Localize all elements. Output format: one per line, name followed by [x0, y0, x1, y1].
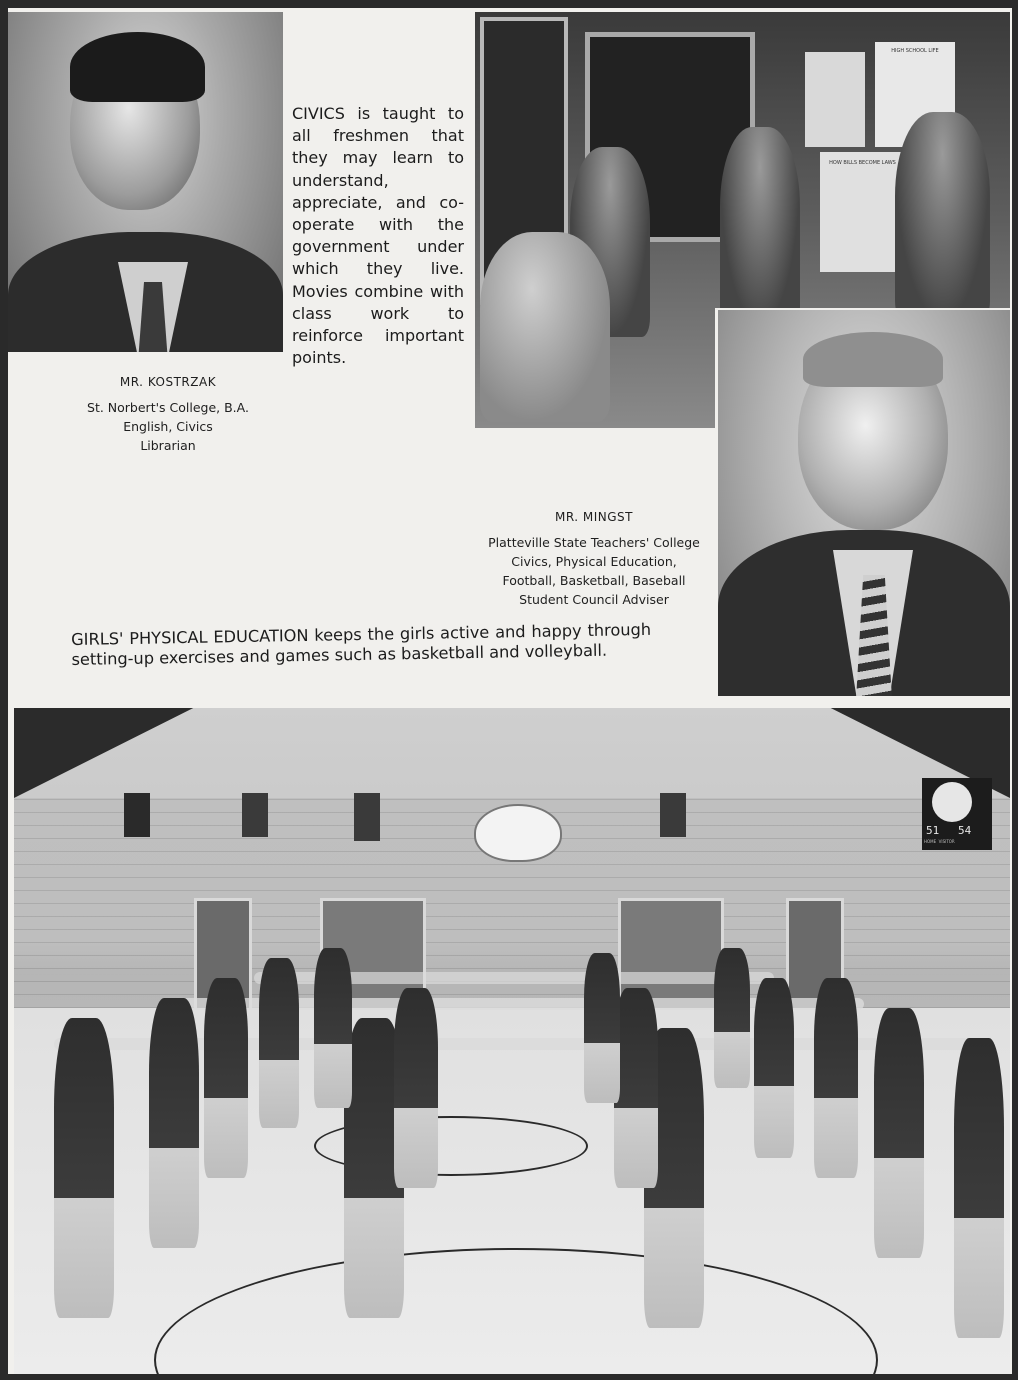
civics-caption: CIVICS is taught to all freshmen that they may learn to understand, appreciate, and co-operate with the government under which they live. Movies combine with class work to reinforce important points.: [292, 104, 464, 368]
mingst-portrait-photo: [718, 310, 1010, 696]
student-exercising: [584, 953, 620, 1103]
gym-clock: [932, 782, 972, 822]
student-exercising: [149, 998, 199, 1248]
mingst-hair: [803, 332, 943, 387]
student-exercising: [754, 978, 794, 1158]
student-seated: [480, 232, 610, 422]
student-exercising: [54, 1018, 114, 1318]
mingst-bio: [476, 508, 712, 609]
score-label: HOME VISITOR: [924, 839, 955, 844]
mingst-subjects: Civics, Physical Education,: [511, 554, 677, 569]
mingst-name: MR. MINGST: [554, 510, 633, 524]
student-exercising: [314, 948, 352, 1108]
gym-wall-banner: [242, 793, 268, 837]
student-exercising: [954, 1038, 1004, 1338]
kostrzak-name: MR. KOSTRZAK: [119, 375, 217, 389]
student-exercising: [714, 948, 750, 1088]
gym-wall-banner: [660, 793, 686, 837]
student-standing-3: [895, 112, 990, 322]
gym-roof: [14, 708, 1010, 798]
classroom-poster-bills: [820, 152, 905, 272]
student-standing-2: [720, 127, 800, 327]
student-exercising: [204, 978, 248, 1178]
poster-title-bills: HOW BILLS BECOME LAWS: [829, 160, 896, 166]
gym-wall-banner: [124, 793, 150, 837]
basketball-backboard: [474, 804, 562, 862]
student-exercising: [259, 958, 299, 1128]
student-exercising: [874, 1008, 924, 1258]
kostrzak-role: Librarian: [140, 438, 196, 453]
mingst-role: Student Council Adviser: [519, 592, 669, 607]
poster-title: HIGH SCHOOL LIFE: [891, 48, 939, 54]
gym-wall-banner: [354, 793, 380, 841]
student-exercising: [394, 988, 438, 1188]
classroom-poster: [805, 52, 865, 147]
yearbook-page: [8, 8, 1012, 1374]
kostrzak-bio: [48, 373, 288, 455]
kostrzak-subjects: English, Civics: [123, 419, 213, 434]
kostrzak-degree: St. Norbert's College, B.A.: [87, 400, 249, 415]
kostrzak-portrait-photo: [8, 12, 283, 352]
student-exercising: [814, 978, 858, 1178]
gymnasium-photo: [14, 708, 1010, 1374]
kostrzak-hair: [70, 32, 205, 102]
girls-pe-caption: GIRLS' PHYSICAL EDUCATION keeps the girls active and happy through setting-up exercises and games such as basketball and volleyball.: [71, 619, 652, 669]
mingst-degree: Platteville State Teachers' College: [488, 535, 700, 550]
score-home: 51: [926, 824, 940, 837]
mingst-sports: Football, Basketball, Baseball: [502, 573, 686, 588]
student-exercising: [614, 988, 658, 1188]
score-visitor: 54: [958, 824, 972, 837]
